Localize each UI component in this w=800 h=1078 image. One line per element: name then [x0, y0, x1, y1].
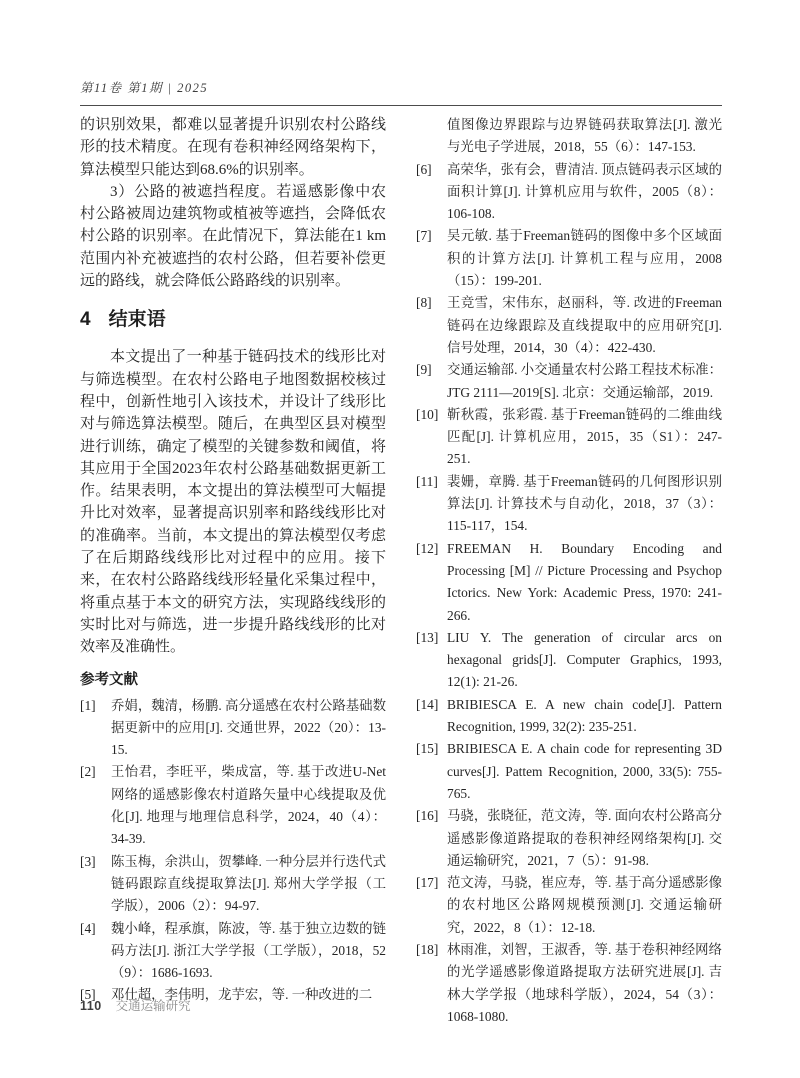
reference-text: 魏小峰，程承旗，陈波，等. 基于独立边数的链码方法[J]. 浙江大学学报（工学版），2018，52（9）：1686-1693. [111, 920, 386, 981]
reference-5-continuation: 值图像边界跟踪与边界链码获取算法[J]. 激光与光电子学进展，2018，55（6）：147-153. [447, 117, 722, 155]
section-number: 4 [80, 309, 91, 331]
reference-text: 吴元敏. 基于Freeman链码的图像中多个区域面积的计算方法[J]. 计算机工程与应用，2008（15）：199-201. [447, 228, 722, 289]
reference-text: BRIBIESCA E. A chain code for representing 3D curves[J]. Pattem Recognition, 2000, 33(5): 755-765. [447, 741, 722, 801]
reference-number: [2] [80, 764, 96, 780]
right-column [416, 114, 722, 1028]
conclusion-paragraph: 本文提出了一种基于链码技术的线形比对与筛选模型。在农村公路电子地图数据校核过程中，创新性地引入该技术，并设计了线形比对与筛选算法模型。随后，在典型区县对模型进行训练，确定了模型的关键参数和阈值，将其应用于全国2023年农村公路基础数据更新工作。结果表明，本文提出的算法模型可大幅提升比对效率，显著提高识别率和路线线形比对的准确率。当前，本文提出的算法模型仅考虑了在后期路线线形比对过程中的应用。接下来，在农村公路路线线形轻量化采集过程中，将重点基于本文的研究方法，实现路线线形的实时比对与筛选，进一步提升路线线形的比对效率及准确性。 [80, 349, 386, 656]
reference-text: 乔娟，魏清，杨鹏. 高分遥感在农村公路基础数据更新中的应用[J]. 交通世界，2022（20）：13-15. [111, 697, 386, 758]
reference-text: 马骁，张晓征，范文涛，等. 面向农村公路高分遥感影像道路提取的卷积神经网络架构[J]. 交通运输研究，2021，7（5）：91-98. [447, 808, 722, 868]
reference-number: [8] [416, 295, 432, 311]
reference-item [416, 738, 722, 805]
page-footer [80, 996, 191, 1014]
reference-number: [7] [416, 228, 432, 244]
reference-item [416, 805, 722, 872]
reference-number: [16] [416, 808, 439, 824]
reference-text: 王怡君，李旺平，柴成富，等. 基于改进U-Net网络的遥感影像农村道路矢量中心线提取及优化[J]. 地理与地理信息科学，2024，40（4）：34-39. [111, 764, 386, 847]
reference-text: BRIBIESCA E. A new chain code[J]. Pattern Recognition, 1999, 32(2): 235-251. [447, 696, 722, 735]
body-paragraph-continuation: 的识别效果，都难以显著提升识别农村公路线形的技术精度。在现有卷积神经网络架构下，算法模型只能达到68.6%的识别率。 [80, 117, 386, 178]
reference-number: [13] [416, 629, 439, 645]
reference-number: [4] [80, 920, 96, 936]
reference-text: 范文涛，马骁，崔应寿，等. 基于高分遥感影像的农村地区公路网规模预测[J]. 交通运输研究，2022，8（1）：12-18. [447, 875, 722, 935]
reference-text: LIU Y. The generation of circular arcs on hexagonal grids[J]. Computer Graphics, 1993, 12(1): 21-26. [447, 629, 722, 690]
reference-number: [12] [416, 540, 439, 556]
reference-text: 林雨准，刘智，王淑香，等. 基于卷积神经网络的光学遥感影像道路提取方法研究进展[J]. 吉林大学学报（地球科学版），2024，54（3）：1068-1080. [447, 941, 722, 1024]
reference-text: 交通运输部. 小交通量农村公路工程技术标准：JTG 2111—2019[S]. 北京：交通运输部，2019. [447, 362, 722, 400]
reference-item [416, 872, 722, 939]
reference-number: [3] [80, 853, 96, 869]
reference-item [416, 538, 722, 627]
reference-item [80, 851, 386, 918]
reference-number: [10] [416, 406, 439, 422]
journal-name: 交通运输研究 [115, 999, 191, 1013]
reference-list-right [416, 159, 722, 1029]
reference-item [416, 359, 722, 404]
reference-item [416, 225, 722, 292]
reference-text: FREEMAN H. Boundary Encoding and Processing [M] // Picture Processing and Psychop Ictorics. New York: Academic Press, 1970: 241-266. [447, 540, 722, 623]
reference-text: 高荣华，张有会，曹清洁. 顶点链码表示区域的面积计算[J]. 计算机应用与软件，2005（8）：106-108. [447, 161, 722, 222]
reference-item [80, 918, 386, 985]
issue-info: 第11卷 第1期 | 2025 [80, 81, 209, 95]
page-number: 110 [80, 999, 102, 1013]
reference-text: 邓仕超，李伟明，龙芋宏，等. 一种改进的二 [111, 987, 373, 1003]
reference-item [416, 292, 722, 359]
reference-number: [17] [416, 875, 439, 891]
reference-number: [18] [416, 941, 439, 957]
reference-text: 裴姗，章腾. 基于Freeman链码的几何图形识别算法[J]. 计算技术与自动化，2018，37（3）：115-117，154. [447, 473, 722, 534]
reference-number: [9] [416, 362, 432, 378]
left-column [80, 114, 386, 1007]
reference-list-left [80, 695, 386, 1007]
body-paragraph-occlusion: 3）公路的被遮挡程度。若遥感影像中农村公路被周边建筑物或植被等遮挡，会降低农村公路的识别率。在此情况下，算法能在1 km范围内补充被遮挡的农村公路，但若要补偿更远的路线，就会降低公路路线的识别率。 [80, 183, 386, 290]
reference-item [416, 694, 722, 739]
journal-issue-header [80, 78, 722, 106]
reference-text: 王竞雪，宋伟东，赵丽科，等. 改进的Freeman链码在边缘跟踪及直线提取中的应用研究[J]. 信号处理，2014，30（4）：422-430. [447, 295, 722, 355]
reference-number: [11] [416, 473, 438, 489]
reference-item [80, 761, 386, 850]
reference-number: [1] [80, 697, 96, 713]
section-heading-conclusion [80, 307, 386, 333]
reference-number: [6] [416, 161, 432, 177]
reference-item [416, 939, 722, 1028]
section-title: 结束语 [108, 309, 166, 331]
reference-item [416, 159, 722, 226]
reference-item [416, 627, 722, 694]
reference-number: [15] [416, 741, 439, 757]
reference-item [416, 471, 722, 538]
reference-text: 靳秋霞，张彩霞. 基于Freeman链码的二维曲线匹配[J]. 计算机应用，2015，35（S1）：247-251. [447, 406, 722, 467]
references-heading: 参考文献 [80, 671, 138, 688]
reference-item [80, 695, 386, 762]
reference-text: 陈玉梅，余洪山，贺攀峰. 一种分层并行迭代式链码跟踪直线提取算法[J]. 郑州大学学报（工学版），2006（2）：94-97. [111, 853, 386, 914]
reference-item [416, 404, 722, 471]
reference-number: [14] [416, 696, 439, 712]
reference-number: [5] [80, 987, 96, 1003]
